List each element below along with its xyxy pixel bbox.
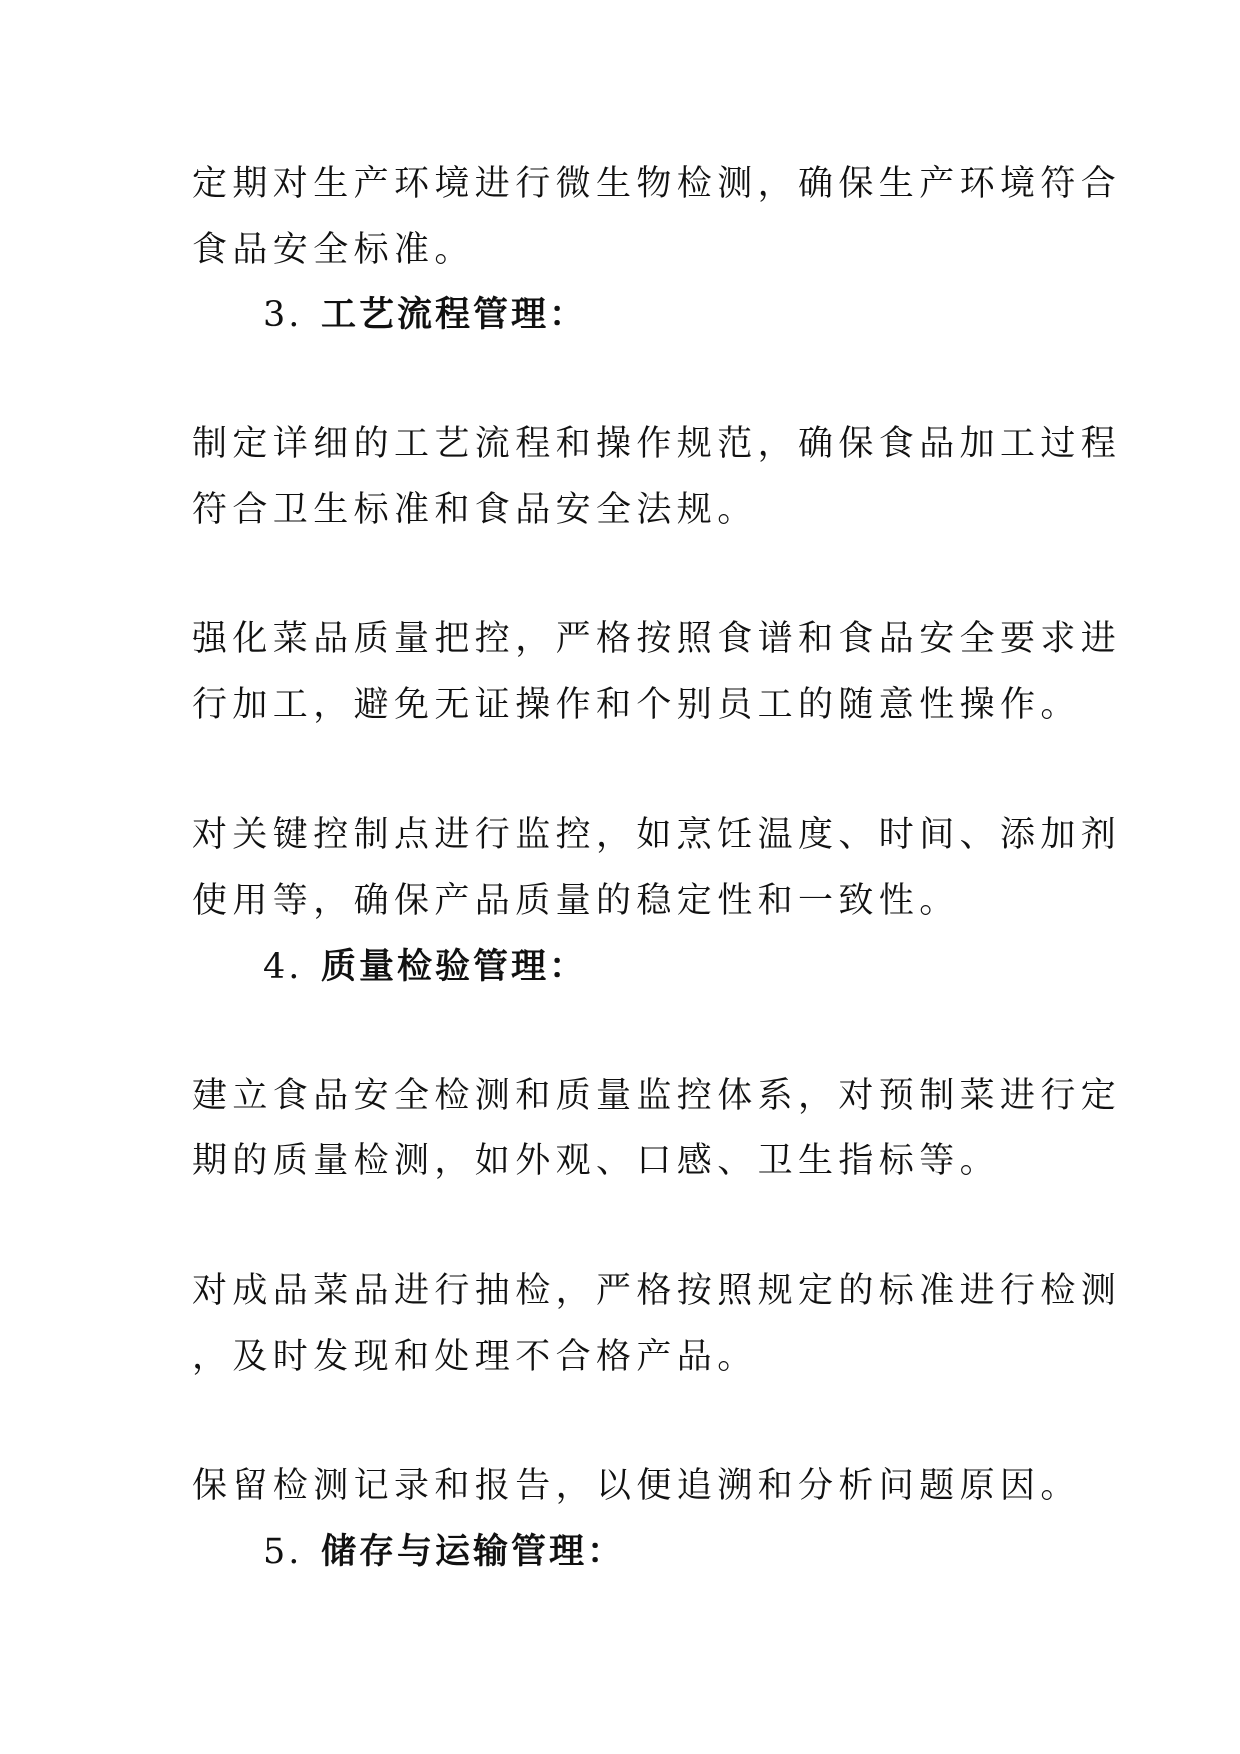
paragraph-line: 对成品菜品进行抽检，严格按照规定的标准进行检测 xyxy=(192,1271,1122,1311)
section-title: 工艺流程管理： xyxy=(321,294,588,335)
section-number: 4. xyxy=(263,947,303,987)
paragraph-line: 使用等，确保产品质量的稳定性和一致性。 xyxy=(192,881,960,921)
paragraph-line: 制定详细的工艺流程和操作规范，确保食品加工过程 xyxy=(192,424,1122,464)
paragraph-line: 建立食品安全检测和质量监控体系，对预制菜进行定 xyxy=(192,1076,1122,1116)
paragraph-line: 期的质量检测，如外观、口感、卫生指标等。 xyxy=(192,1141,1001,1181)
paragraph-line: 符合卫生标准和食品安全法规。 xyxy=(192,490,758,530)
section-heading-4 xyxy=(263,943,587,991)
paragraph-line: 定期对生产环境进行微生物检测，确保生产环境符合 xyxy=(192,164,1122,204)
section-heading-3 xyxy=(263,291,587,339)
section-number: 5. xyxy=(263,1532,303,1572)
paragraph-line: 行加工，避免无证操作和个别员工的随意性操作。 xyxy=(192,685,1081,725)
section-title: 储存与运输管理： xyxy=(321,1531,626,1572)
paragraph-line: 食品安全标准。 xyxy=(192,230,475,270)
section-number: 3. xyxy=(263,295,303,335)
paragraph-line: ，及时发现和处理不合格产品。 xyxy=(192,1337,758,1377)
section-title: 质量检验管理： xyxy=(321,946,588,987)
paragraph-line: 对关键控制点进行监控，如烹饪温度、时间、添加剂 xyxy=(192,815,1122,855)
paragraph-line: 保留检测记录和报告，以便追溯和分析问题原因。 xyxy=(192,1466,1081,1506)
section-heading-5 xyxy=(263,1528,625,1576)
paragraph-line: 强化菜品质量把控，严格按照食谱和食品安全要求进 xyxy=(192,619,1122,659)
